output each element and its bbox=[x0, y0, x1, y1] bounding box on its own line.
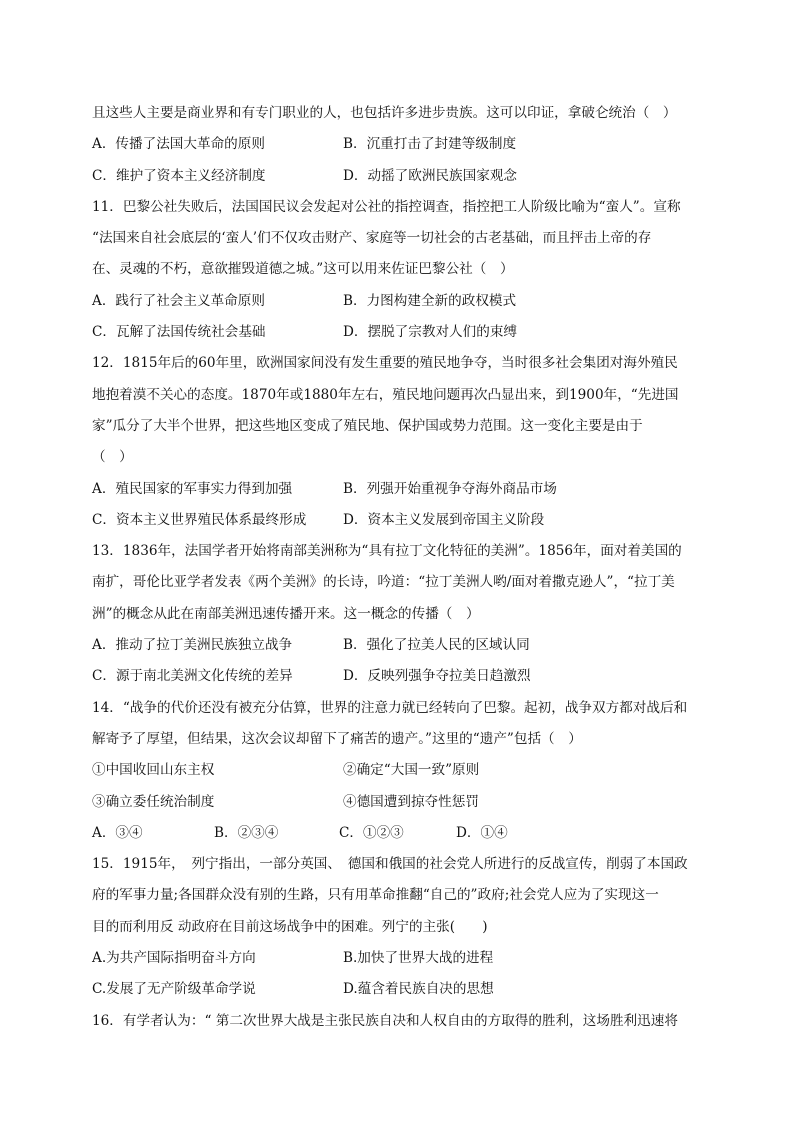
q14-items-row-2 bbox=[92, 787, 712, 818]
q11-stem-line: 11．巴黎公社失败后，法国国民议会发起对公社的指控调查，指控把工人阶级比喻为“蛮人”。宣称 bbox=[92, 198, 681, 215]
question-list bbox=[92, 98, 712, 1037]
q14-items-row-1 bbox=[92, 755, 712, 786]
q15-options-row-1 bbox=[92, 943, 712, 974]
q11-option-c[interactable]: C．瓦解了法国传统社会基础 bbox=[92, 324, 266, 341]
q10-option-d[interactable]: D．动摇了欧洲民族国家观念 bbox=[343, 167, 518, 184]
q13-option-c[interactable]: C．源于南北美洲文化传统的差异 bbox=[92, 668, 293, 685]
q11-option-a[interactable]: A．践行了社会主义革命原则 bbox=[92, 292, 265, 309]
q12-stem-line: 家”瓜分了大半个世界，把这些地区变成了殖民地、保护国或势力范围。这一变化主要是由于 bbox=[92, 417, 643, 434]
q13-options-row-2 bbox=[92, 661, 712, 692]
q10-option-a[interactable]: A．传播了法国大革命的原则 bbox=[92, 136, 265, 153]
q13-options-row-1 bbox=[92, 630, 712, 661]
q16-stem-line: 16．有学者认为：“ 第二次世界大战是主张民族自决和人权自由的方取得的胜利，这场胜利迅速将 bbox=[92, 1012, 678, 1029]
q11-options-row-1 bbox=[92, 286, 712, 317]
q13-stem-line: 13．1836年，法国学者开始将南部美洲称为“具有拉丁文化特征的美洲”。1856年，面对着美国的 bbox=[92, 543, 682, 560]
q10-options-row-1 bbox=[92, 129, 712, 160]
q15-option-c[interactable]: C.发展了无产阶级革命学说 bbox=[92, 981, 256, 998]
q12-stem-line: 12．1815年后的60年里，欧洲国家间没有发生重要的殖民地争夺，当时很多社会集团对海外殖民 bbox=[92, 355, 678, 372]
q13-option-d[interactable]: D．反映列强争夺拉美日趋激烈 bbox=[343, 668, 531, 685]
q15-stem-line: 15．1915年， 列宁指出，一部分英国、 德国和俄国的社会党人所进行的反战宣传，削弱了本国政 bbox=[92, 856, 688, 873]
q13-stem-line: 南扩，哥伦比亚学者发表《两个美洲》的长诗，吟道：“拉丁美洲人哟/面对着撒克逊人”，“拉丁美 bbox=[92, 574, 675, 591]
q12-options-row-2 bbox=[92, 505, 712, 536]
q12-option-b[interactable]: B．列强开始重视争夺海外商品市场 bbox=[343, 480, 557, 497]
q12-stem-line: 地抱着漠不关心的态度。1870年或1880年左右，殖民地问题再次凸显出来，到1900年，“先进国 bbox=[92, 386, 679, 403]
q15-option-a[interactable]: A.为共产国际指明奋斗方向 bbox=[92, 950, 256, 967]
q11-options-row-2 bbox=[92, 317, 712, 348]
q10-option-c[interactable]: C．维护了资本主义经济制度 bbox=[92, 167, 266, 184]
q14-options-row bbox=[92, 818, 712, 849]
q12-options-row-1 bbox=[92, 474, 712, 505]
q11-stem-line: “法国来自社会底层的‘蛮人’们不仅攻击财产、家庭等一切社会的古老基础，而且抨击上帝的存 bbox=[92, 230, 652, 247]
q14-option-d[interactable]: D．①④ bbox=[456, 824, 508, 841]
q10-option-b[interactable]: B．沉重打击了封建等级制度 bbox=[343, 136, 517, 153]
q14-item-2: ②确定“大国一致”原则 bbox=[343, 762, 480, 779]
q10-options-row-2 bbox=[92, 161, 712, 192]
q15-option-d[interactable]: D.蕴含着民族自决的思想 bbox=[343, 981, 494, 998]
q10-stem-tail: 且这些人主要是商业界和有专门职业的人，也包括许多进步贵族。这可以印证，拿破仑统治（ ） bbox=[92, 105, 677, 121]
q13-option-b[interactable]: B．强化了拉美人民的区域认同 bbox=[343, 637, 530, 654]
q14-stem-line: 解寄予了厚望，但结果，这次会议却留下了痛苦的遗产。”这里的“遗产”包括（ ） bbox=[92, 730, 582, 747]
q12-answer-blank: （ ） bbox=[92, 449, 133, 466]
q14-item-4: ④德国遭到掠夺性惩罚 bbox=[343, 793, 479, 810]
q14-stem-line: 14．“战争的代价还没有被充分估算，世界的注意力就已经转向了巴黎。起初，战争双方都对战后和 bbox=[92, 699, 688, 716]
q14-item-1: ①中国收回山东主权 bbox=[92, 762, 215, 779]
q12-option-c[interactable]: C．资本主义世界殖民体系最终形成 bbox=[92, 511, 307, 528]
q14-item-3: ③确立委任统治制度 bbox=[92, 793, 215, 810]
q11-option-b[interactable]: B．力图构建全新的政权模式 bbox=[343, 292, 517, 309]
q14-option-a[interactable]: A．③④ bbox=[92, 824, 143, 841]
q14-option-b[interactable]: B．②③④ bbox=[214, 824, 279, 841]
q15-options-row-2 bbox=[92, 974, 712, 1005]
q15-option-b[interactable]: B.加快了世界大战的进程 bbox=[343, 950, 494, 967]
q14-option-c[interactable]: C．①②③ bbox=[339, 824, 404, 841]
q15-stem-line: 目的而利用反 动政府在目前这场战争中的困难。列宁的主张( ) bbox=[92, 918, 488, 935]
q11-stem-line: 在、灵魂的不朽，意欲摧毁道德之城。”这可以用来佐证巴黎公社（ ） bbox=[92, 261, 514, 278]
q15-stem-line: 府的军事力量;各国群众没有别的生路，只有用革命推翻“自己的”政府;社会党人应为了实现这一 bbox=[92, 887, 659, 904]
q13-stem-line: 洲”的概念从此在南部美洲迅速传播开来。这一概念的传播（ ） bbox=[92, 605, 480, 622]
q12-option-a[interactable]: A．殖民国家的军事实力得到加强 bbox=[92, 480, 293, 497]
q11-option-d[interactable]: D．摆脱了宗教对人们的束缚 bbox=[343, 324, 518, 341]
q13-option-a[interactable]: A．推动了拉丁美洲民族独立战争 bbox=[92, 637, 293, 654]
q12-option-d[interactable]: D．资本主义发展到帝国主义阶段 bbox=[343, 511, 545, 528]
